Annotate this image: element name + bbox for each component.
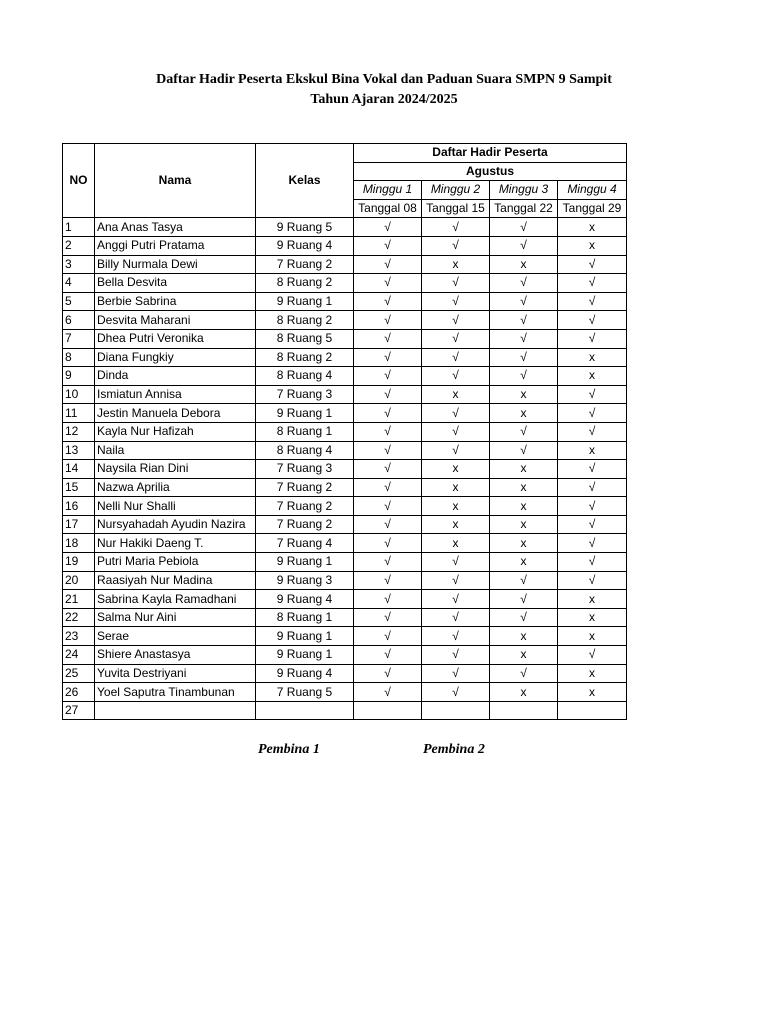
- attendance-week-4: √: [558, 385, 627, 404]
- row-number: 24: [63, 646, 95, 665]
- attendance-week-3: √: [490, 571, 558, 590]
- attendance-week-3: √: [490, 292, 558, 311]
- student-class: 7 Ruang 2: [256, 478, 354, 497]
- table-row: [63, 701, 627, 720]
- student-class: 7 Ruang 2: [256, 255, 354, 274]
- attendance-week-2: √: [422, 422, 490, 441]
- header-kelas: Kelas: [256, 144, 354, 218]
- student-name: Naila: [95, 441, 256, 460]
- student-class: 9 Ruang 1: [256, 553, 354, 572]
- attendance-week-4: x: [558, 683, 627, 702]
- row-number: 5: [63, 292, 95, 311]
- attendance-week-4: √: [558, 422, 627, 441]
- attendance-week-2: x: [422, 534, 490, 553]
- student-class: 7 Ruang 3: [256, 385, 354, 404]
- table-row: [63, 311, 627, 330]
- attendance-week-1: √: [354, 608, 422, 627]
- attendance-week-1: √: [354, 664, 422, 683]
- header-no: NO: [63, 144, 95, 218]
- student-class: 8 Ruang 1: [256, 422, 354, 441]
- row-number: 16: [63, 497, 95, 516]
- document-title: [0, 70, 768, 110]
- student-class: 9 Ruang 1: [256, 646, 354, 665]
- header-date-3: Tanggal 22: [490, 199, 558, 218]
- student-name: Naysila Rian Dini: [95, 460, 256, 479]
- student-name: Sabrina Kayla Ramadhani: [95, 590, 256, 609]
- student-name: Dhea Putri Veronika: [95, 329, 256, 348]
- attendance-week-4: √: [558, 460, 627, 479]
- row-number: 12: [63, 422, 95, 441]
- attendance-week-3: √: [490, 367, 558, 386]
- attendance-week-4: x: [558, 367, 627, 386]
- attendance-week-4: x: [558, 608, 627, 627]
- student-name: Jestin Manuela Debora: [95, 404, 256, 423]
- attendance-week-1: √: [354, 385, 422, 404]
- attendance-week-4: x: [558, 590, 627, 609]
- row-number: 6: [63, 311, 95, 330]
- attendance-week-1: √: [354, 478, 422, 497]
- student-name: Salma Nur Aini: [95, 608, 256, 627]
- attendance-week-1: [354, 701, 422, 720]
- attendance-week-3: √: [490, 274, 558, 293]
- student-name: Dinda: [95, 367, 256, 386]
- student-class: 9 Ruang 4: [256, 590, 354, 609]
- attendance-week-3: √: [490, 664, 558, 683]
- attendance-week-2: x: [422, 478, 490, 497]
- table-row: [63, 608, 627, 627]
- header-week-2: Minggu 2: [422, 181, 490, 200]
- attendance-week-1: √: [354, 218, 422, 237]
- student-name: Putri Maria Pebiola: [95, 553, 256, 572]
- student-class: 9 Ruang 5: [256, 218, 354, 237]
- header-week-1: Minggu 1: [354, 181, 422, 200]
- attendance-week-3: x: [490, 534, 558, 553]
- student-name: Billy Nurmala Dewi: [95, 255, 256, 274]
- student-name: Berbie Sabrina: [95, 292, 256, 311]
- student-class: 9 Ruang 1: [256, 404, 354, 423]
- student-class: 7 Ruang 2: [256, 497, 354, 516]
- attendance-week-2: √: [422, 441, 490, 460]
- attendance-week-4: √: [558, 571, 627, 590]
- attendance-week-3: [490, 701, 558, 720]
- attendance-week-2: √: [422, 274, 490, 293]
- row-number: 13: [63, 441, 95, 460]
- row-number: 18: [63, 534, 95, 553]
- student-class: 9 Ruang 1: [256, 627, 354, 646]
- row-number: 21: [63, 590, 95, 609]
- table-row: [63, 441, 627, 460]
- row-number: 1: [63, 218, 95, 237]
- attendance-week-2: [422, 701, 490, 720]
- attendance-week-3: x: [490, 646, 558, 665]
- attendance-week-3: x: [490, 497, 558, 516]
- table-row: [63, 460, 627, 479]
- attendance-week-1: √: [354, 422, 422, 441]
- student-name: Kayla Nur Hafizah: [95, 422, 256, 441]
- row-number: 7: [63, 329, 95, 348]
- row-number: 2: [63, 236, 95, 255]
- signature-pembina-1: Pembina 1: [258, 742, 320, 757]
- student-class: 8 Ruang 1: [256, 608, 354, 627]
- header-attendance-group: Daftar Hadir Peserta: [354, 144, 627, 163]
- row-number: 27: [63, 701, 95, 720]
- student-class: 7 Ruang 3: [256, 460, 354, 479]
- attendance-week-2: √: [422, 367, 490, 386]
- table-row: [63, 292, 627, 311]
- attendance-week-1: √: [354, 553, 422, 572]
- student-class: 9 Ruang 4: [256, 664, 354, 683]
- attendance-week-3: √: [490, 218, 558, 237]
- row-number: 4: [63, 274, 95, 293]
- attendance-week-1: √: [354, 627, 422, 646]
- student-name: Yuvita Destriyani: [95, 664, 256, 683]
- attendance-week-4: √: [558, 497, 627, 516]
- student-name: Nelli Nur Shalli: [95, 497, 256, 516]
- table-row: [63, 348, 627, 367]
- attendance-week-2: √: [422, 311, 490, 330]
- attendance-week-1: √: [354, 571, 422, 590]
- attendance-week-4: √: [558, 404, 627, 423]
- student-name: [95, 701, 256, 720]
- student-name: Bella Desvita: [95, 274, 256, 293]
- attendance-week-1: √: [354, 590, 422, 609]
- attendance-week-2: √: [422, 348, 490, 367]
- student-class: 8 Ruang 4: [256, 367, 354, 386]
- header-week-4: Minggu 4: [558, 181, 627, 200]
- student-name: Anggi Putri Pratama: [95, 236, 256, 255]
- row-number: 19: [63, 553, 95, 572]
- attendance-week-2: √: [422, 553, 490, 572]
- attendance-week-4: √: [558, 646, 627, 665]
- attendance-week-3: √: [490, 348, 558, 367]
- table-row: [63, 683, 627, 702]
- student-name: Nur Hakiki Daeng T.: [95, 534, 256, 553]
- attendance-week-4: √: [558, 515, 627, 534]
- student-name: Nazwa Aprilia: [95, 478, 256, 497]
- header-date-1: Tanggal 08: [354, 199, 422, 218]
- student-class: 9 Ruang 3: [256, 571, 354, 590]
- attendance-week-3: x: [490, 460, 558, 479]
- table-row: [63, 422, 627, 441]
- header-week-3: Minggu 3: [490, 181, 558, 200]
- attendance-week-3: x: [490, 683, 558, 702]
- table-row: [63, 385, 627, 404]
- attendance-week-4: √: [558, 534, 627, 553]
- attendance-week-4: √: [558, 274, 627, 293]
- student-name: Shiere Anastasya: [95, 646, 256, 665]
- student-class: 8 Ruang 2: [256, 348, 354, 367]
- attendance-week-4: x: [558, 627, 627, 646]
- attendance-week-3: x: [490, 404, 558, 423]
- row-number: 15: [63, 478, 95, 497]
- title-line-2: Tahun Ajaran 2024/2025: [310, 92, 458, 107]
- attendance-week-4: [558, 701, 627, 720]
- attendance-week-4: √: [558, 553, 627, 572]
- student-name: Yoel Saputra Tinambunan: [95, 683, 256, 702]
- table-row: [63, 367, 627, 386]
- table-row: [63, 646, 627, 665]
- attendance-week-3: √: [490, 608, 558, 627]
- row-number: 11: [63, 404, 95, 423]
- attendance-week-1: √: [354, 292, 422, 311]
- header-date-4: Tanggal 29: [558, 199, 627, 218]
- attendance-week-3: x: [490, 478, 558, 497]
- student-name: Raasiyah Nur Madina: [95, 571, 256, 590]
- attendance-week-1: √: [354, 404, 422, 423]
- attendance-week-2: x: [422, 460, 490, 479]
- table-row: [63, 515, 627, 534]
- attendance-week-3: x: [490, 385, 558, 404]
- student-class: 9 Ruang 1: [256, 292, 354, 311]
- row-number: 14: [63, 460, 95, 479]
- attendance-week-2: √: [422, 590, 490, 609]
- attendance-week-2: √: [422, 329, 490, 348]
- attendance-week-2: √: [422, 292, 490, 311]
- attendance-week-4: √: [558, 255, 627, 274]
- attendance-week-4: x: [558, 348, 627, 367]
- attendance-week-4: √: [558, 478, 627, 497]
- row-number: 25: [63, 664, 95, 683]
- table-row: [63, 571, 627, 590]
- student-name: Ana Anas Tasya: [95, 218, 256, 237]
- attendance-week-2: x: [422, 255, 490, 274]
- row-number: 20: [63, 571, 95, 590]
- header-month: Agustus: [354, 162, 627, 181]
- attendance-week-4: x: [558, 236, 627, 255]
- student-class: 7 Ruang 4: [256, 534, 354, 553]
- attendance-week-4: x: [558, 441, 627, 460]
- attendance-week-3: x: [490, 553, 558, 572]
- attendance-week-2: √: [422, 646, 490, 665]
- table-row: [63, 627, 627, 646]
- attendance-table: [62, 143, 627, 720]
- signature-pembina-2: Pembina 2: [423, 742, 485, 757]
- attendance-week-1: √: [354, 367, 422, 386]
- student-class: 8 Ruang 2: [256, 274, 354, 293]
- attendance-week-4: x: [558, 664, 627, 683]
- header-nama: Nama: [95, 144, 256, 218]
- attendance-rows: [63, 218, 627, 720]
- attendance-week-2: √: [422, 608, 490, 627]
- attendance-week-2: √: [422, 627, 490, 646]
- attendance-week-1: √: [354, 329, 422, 348]
- student-name: Diana Fungkiy: [95, 348, 256, 367]
- attendance-week-3: x: [490, 627, 558, 646]
- table-row: [63, 329, 627, 348]
- student-name: Ismiatun Annisa: [95, 385, 256, 404]
- attendance-week-2: √: [422, 404, 490, 423]
- student-class: 9 Ruang 4: [256, 236, 354, 255]
- attendance-week-1: √: [354, 348, 422, 367]
- row-number: 10: [63, 385, 95, 404]
- student-name: Nursyahadah Ayudin Nazira: [95, 515, 256, 534]
- table-row: [63, 478, 627, 497]
- table-row: [63, 404, 627, 423]
- attendance-week-2: √: [422, 218, 490, 237]
- row-number: 3: [63, 255, 95, 274]
- row-number: 9: [63, 367, 95, 386]
- student-name: Serae: [95, 627, 256, 646]
- attendance-week-3: √: [490, 329, 558, 348]
- student-class: 8 Ruang 5: [256, 329, 354, 348]
- student-class: 8 Ruang 2: [256, 311, 354, 330]
- attendance-week-1: √: [354, 255, 422, 274]
- title-line-1: Daftar Hadir Peserta Ekskul Bina Vokal dan Paduan Suara SMPN 9 Sampit: [156, 72, 612, 87]
- attendance-week-1: √: [354, 683, 422, 702]
- attendance-week-1: √: [354, 515, 422, 534]
- row-number: 22: [63, 608, 95, 627]
- attendance-week-3: x: [490, 255, 558, 274]
- attendance-week-3: √: [490, 590, 558, 609]
- row-number: 23: [63, 627, 95, 646]
- student-class: [256, 701, 354, 720]
- attendance-week-3: x: [490, 515, 558, 534]
- attendance-week-1: √: [354, 311, 422, 330]
- attendance-week-3: √: [490, 311, 558, 330]
- attendance-week-1: √: [354, 460, 422, 479]
- student-name: Desvita Maharani: [95, 311, 256, 330]
- attendance-week-2: √: [422, 683, 490, 702]
- table-row: [63, 255, 627, 274]
- attendance-week-1: √: [354, 274, 422, 293]
- row-number: 26: [63, 683, 95, 702]
- attendance-week-2: √: [422, 664, 490, 683]
- attendance-week-3: √: [490, 441, 558, 460]
- attendance-week-4: √: [558, 329, 627, 348]
- attendance-week-1: √: [354, 497, 422, 516]
- row-number: 17: [63, 515, 95, 534]
- table-row: [63, 218, 627, 237]
- attendance-week-2: √: [422, 236, 490, 255]
- attendance-week-2: x: [422, 497, 490, 516]
- table-row: [63, 590, 627, 609]
- attendance-week-2: √: [422, 571, 490, 590]
- table-row: [63, 553, 627, 572]
- table-row: [63, 236, 627, 255]
- attendance-week-4: √: [558, 311, 627, 330]
- attendance-week-3: √: [490, 422, 558, 441]
- student-class: 7 Ruang 5: [256, 683, 354, 702]
- table-row: [63, 534, 627, 553]
- attendance-week-2: x: [422, 385, 490, 404]
- attendance-week-1: √: [354, 646, 422, 665]
- table-row: [63, 664, 627, 683]
- attendance-week-1: √: [354, 534, 422, 553]
- attendance-week-4: x: [558, 218, 627, 237]
- student-class: 8 Ruang 4: [256, 441, 354, 460]
- header-date-2: Tanggal 15: [422, 199, 490, 218]
- student-class: 7 Ruang 2: [256, 515, 354, 534]
- row-number: 8: [63, 348, 95, 367]
- table-row: [63, 274, 627, 293]
- attendance-week-1: √: [354, 236, 422, 255]
- attendance-week-2: x: [422, 515, 490, 534]
- attendance-week-4: √: [558, 292, 627, 311]
- table-row: [63, 497, 627, 516]
- attendance-week-1: √: [354, 441, 422, 460]
- attendance-week-3: √: [490, 236, 558, 255]
